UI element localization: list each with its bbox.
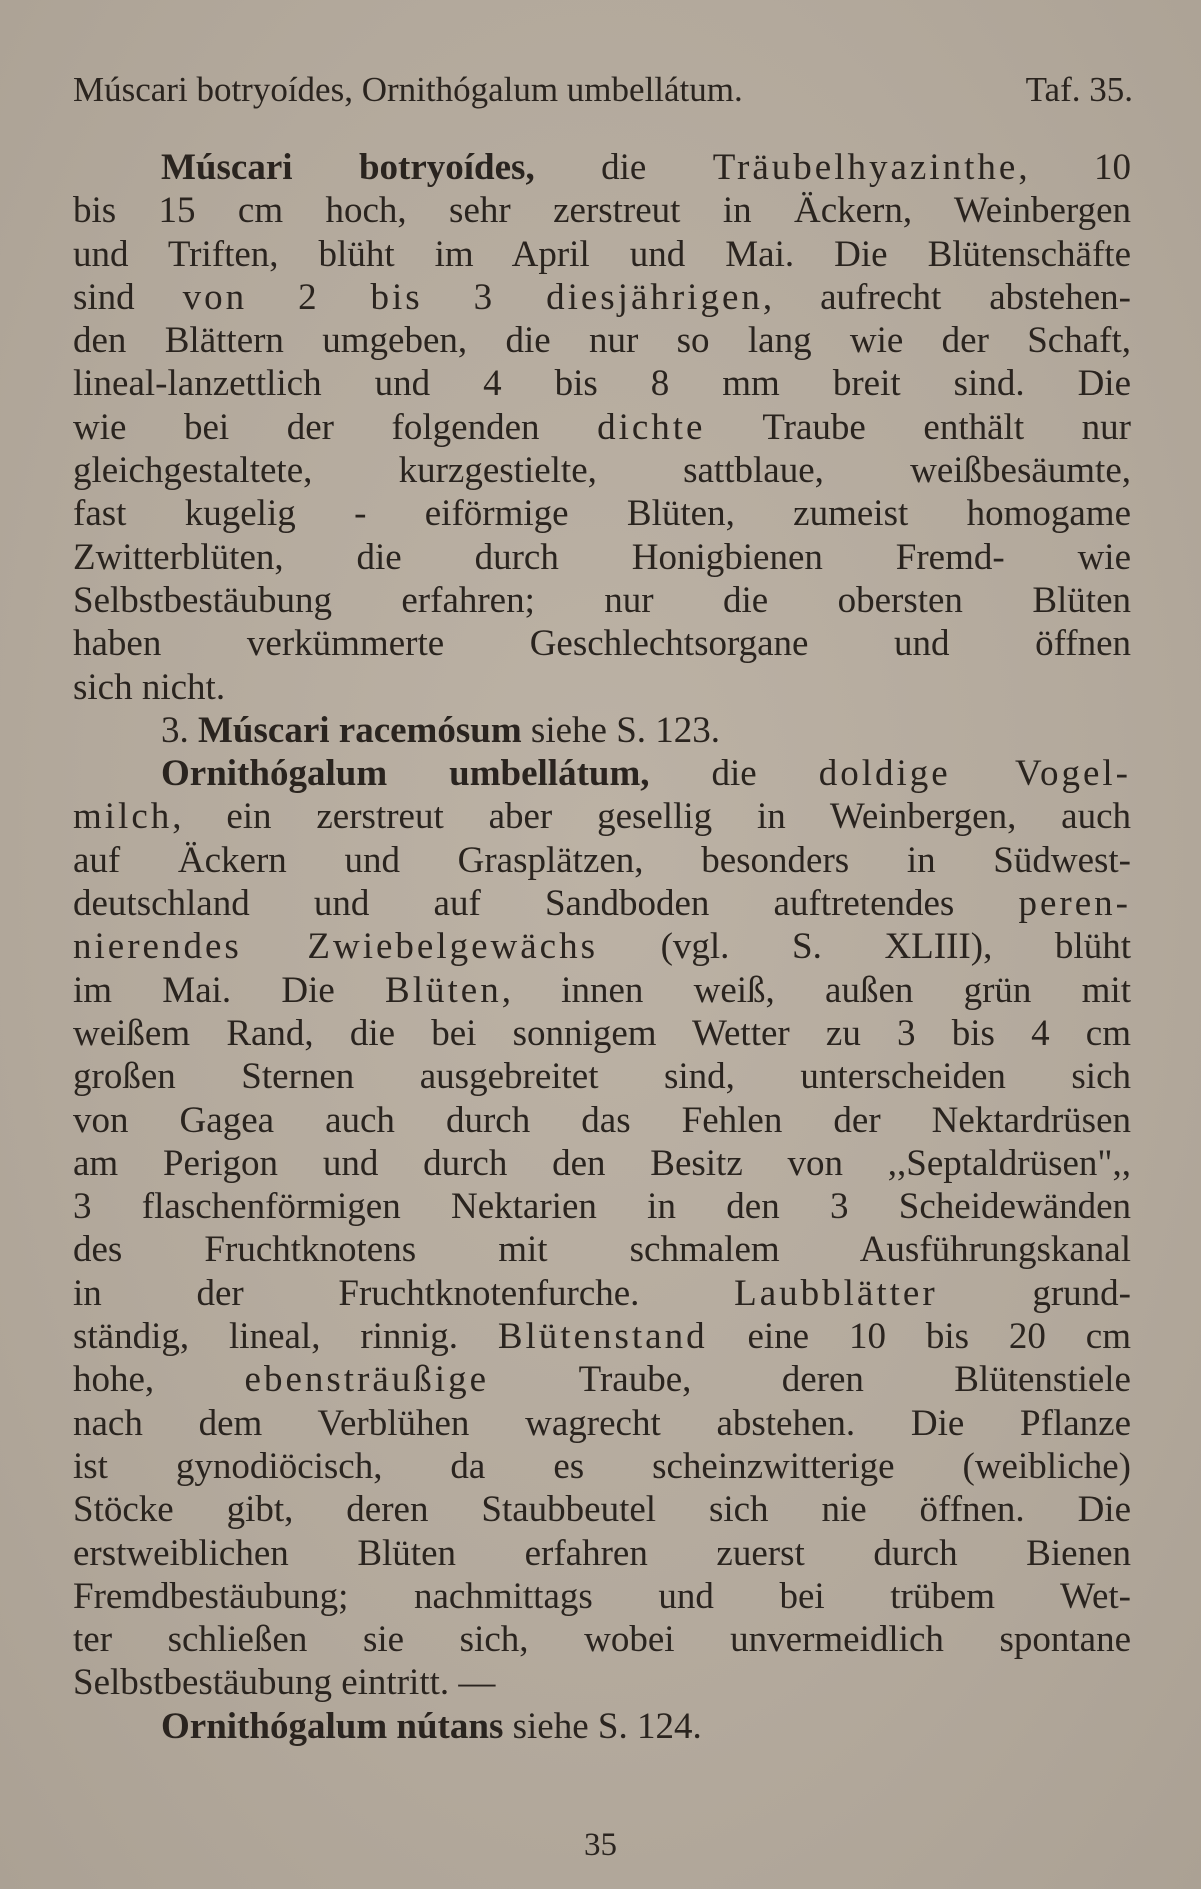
text-run: Traube enthält nur	[705, 406, 1131, 448]
text-run: Traube, deren Blütenstiele	[489, 1359, 1131, 1401]
spaced-emphasis: Blütenstand	[497, 1316, 708, 1358]
text-run: , 10	[1018, 147, 1131, 188]
running-header	[73, 68, 1133, 112]
spaced-emphasis: nierendes Zwiebelgewächs	[73, 926, 598, 968]
text-line	[73, 189, 1131, 232]
species-name: Múscari racemósum	[198, 709, 522, 751]
text-line	[73, 795, 1131, 838]
text-run: haben verkümmerte Geschlechtsorgane und öffnen	[73, 623, 1131, 665]
text-line	[73, 233, 1131, 276]
text-line	[73, 362, 1131, 405]
spaced-emphasis: ebensträußige	[244, 1359, 489, 1401]
text-run: nach dem Verblühen wagrecht abstehen. Die Pflanze	[73, 1402, 1131, 1444]
spaced-emphasis: milch	[73, 796, 173, 838]
text-line	[73, 1055, 1131, 1098]
text-run: ständig, lineal, rinnig.	[73, 1316, 498, 1358]
text-run: in der Fruchtknotenfurche.	[73, 1272, 735, 1314]
text-run: Fremdbestäubung; nachmittags und bei trübem Wet-	[73, 1575, 1131, 1617]
text-run: Selbstbestäubung erfahren; nur die obersten Blüten	[73, 579, 1131, 621]
text-run: Zwitterblüten, die durch Honigbienen Fremd- wie	[73, 536, 1131, 578]
species-name: Múscari botryoídes,	[161, 147, 535, 188]
text-run: eine 10 bis 20 cm	[707, 1316, 1131, 1358]
plate-number: Taf. 35.	[1025, 70, 1133, 109]
text-run: die	[534, 147, 713, 188]
text-run: die	[649, 753, 819, 795]
text-run: großen Sternen ausgebreitet sind, unterscheiden sich	[73, 1056, 1131, 1098]
text-line	[73, 1705, 1131, 1748]
text-run: Stöcke gibt, deren Staubbeutel sich nie öffnen. Die	[73, 1489, 1131, 1531]
text-line	[73, 1099, 1131, 1142]
species-name: Ornithógalum nútans	[161, 1705, 504, 1747]
text-line	[73, 709, 1131, 752]
text-run: von Gagea auch durch das Fehlen der Nektardrüsen	[73, 1099, 1131, 1141]
text-run: , aufrecht abstehen-	[762, 276, 1131, 318]
text-line	[73, 146, 1131, 189]
text-run: im Mai. Die	[73, 969, 386, 1011]
text-run: des Fruchtknotens mit schmalem Ausführungskanal	[73, 1229, 1131, 1271]
text-line	[73, 925, 1131, 968]
text-line	[73, 839, 1131, 882]
text-line	[73, 1142, 1131, 1185]
text-line	[73, 969, 1131, 1012]
body-text	[73, 146, 1131, 1748]
text-line	[73, 1228, 1131, 1271]
text-run: , ein zerstreut aber gesellig in Weinbergen, auch	[172, 796, 1131, 838]
text-run: auf Äckern und Grasplätzen, besonders in Südwest-	[73, 839, 1131, 881]
spaced-emphasis: Blüten	[385, 969, 502, 1011]
text-line	[73, 319, 1131, 362]
text-run: erstweiblichen Blüten erfahren zuerst durch Bienen	[73, 1532, 1131, 1574]
text-line	[73, 1358, 1131, 1401]
text-line	[73, 492, 1131, 535]
text-line	[73, 1012, 1131, 1055]
text-line	[73, 536, 1131, 579]
text-run: 3.	[161, 709, 198, 751]
text-run: ter schließen sie sich, wobei unvermeidlich spontane	[73, 1619, 1131, 1661]
text-line	[73, 1445, 1131, 1488]
text-line	[73, 622, 1131, 665]
text-run: weißem Rand, die bei sonnigem Wetter zu 3 bis 4 cm	[73, 1012, 1131, 1054]
text-line	[73, 579, 1131, 622]
spaced-emphasis: dichte	[597, 406, 706, 448]
spaced-emphasis: Laubblätter	[734, 1272, 938, 1314]
text-line	[73, 882, 1131, 925]
text-run: sich nicht.	[73, 666, 226, 708]
spaced-emphasis: peren-	[1018, 883, 1131, 925]
text-line	[73, 1402, 1131, 1445]
species-name: Ornithógalum umbellátum,	[161, 753, 650, 795]
text-run: , innen weiß, außen grün mit	[501, 969, 1131, 1011]
text-line	[73, 449, 1131, 492]
spaced-emphasis: Träubelhyazinthe	[712, 147, 1019, 188]
text-run: 3 flaschenförmigen Nektarien in den 3 Scheidewänden	[73, 1186, 1131, 1228]
text-run: deutschland und auf Sandboden auftretendes	[73, 883, 1019, 925]
text-line	[73, 1185, 1131, 1228]
text-run: bis 15 cm hoch, sehr zerstreut in Äckern, Weinbergen	[73, 190, 1131, 232]
text-run: den Blättern umgeben, die nur so lang wie der Schaft,	[73, 320, 1131, 362]
spaced-emphasis: von 2 bis 3 diesjährigen	[182, 276, 763, 318]
text-line	[73, 406, 1131, 449]
text-run: und Triften, blüht im April und Mai. Die Blütenschäfte	[73, 233, 1131, 275]
text-run: Selbstbestäubung eintritt. —	[73, 1662, 496, 1704]
text-line	[73, 1618, 1131, 1661]
text-run: fast kugelig - eiförmige Blüten, zumeist homogame	[73, 493, 1131, 535]
text-run: hohe,	[73, 1359, 245, 1401]
text-line	[73, 666, 1131, 709]
text-run: gleichgestaltete, kurzgestielte, sattblaue, weißbesäumte,	[73, 450, 1131, 492]
text-line	[73, 752, 1131, 795]
text-run: (vgl. S. XLIII), blüht	[597, 926, 1131, 968]
text-run: am Perigon und durch den Besitz von ,,Septaldrüsen",,	[73, 1142, 1131, 1184]
header-title: Múscari botryoídes, Ornithógalum umbellátum.	[73, 70, 743, 109]
text-run: sind	[73, 276, 183, 318]
text-line	[73, 276, 1131, 319]
text-run: siehe S. 124.	[503, 1705, 702, 1747]
text-line	[73, 1272, 1131, 1315]
spaced-emphasis: doldige Vogel-	[818, 753, 1131, 795]
text-line	[73, 1532, 1131, 1575]
text-run: lineal-lanzettlich und 4 bis 8 mm breit sind. Die	[73, 363, 1131, 405]
text-line	[73, 1661, 1131, 1704]
text-run: siehe S. 123.	[521, 709, 721, 751]
text-run: ist gynodiöcisch, da es scheinzwitterige (weibliche)	[73, 1445, 1131, 1487]
text-line	[73, 1575, 1131, 1618]
text-run: wie bei der folgenden	[73, 406, 598, 448]
text-line	[73, 1488, 1131, 1531]
page-number: 35	[584, 1827, 617, 1863]
text-run: grund-	[937, 1272, 1131, 1314]
text-line	[73, 1315, 1131, 1358]
